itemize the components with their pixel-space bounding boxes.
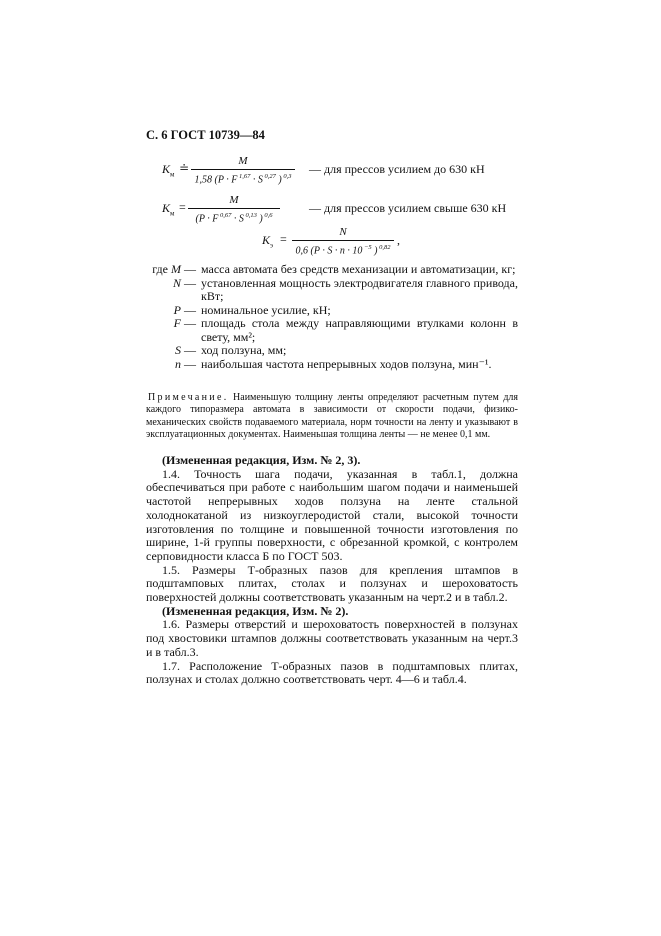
definition-symbol: F — (173, 316, 196, 330)
formula-fraction (188, 194, 280, 225)
definition-text: установленная мощность электродвигателя главного привода, кВт; (201, 275, 518, 303)
formula-lhs: $K_м$ (162, 162, 175, 179)
definition-row (146, 317, 518, 344)
revision-note: (Измененная редакция, Изм. № 2). (162, 603, 349, 618)
formula-numerator: M (229, 194, 239, 206)
formula-relation: = (179, 200, 186, 214)
definition-text: номинальное усилие, кН; (201, 302, 331, 317)
paragraph-1-4: 1.4. Точность шага подачи, указанная в табл.1, должна обеспечиваться при работе с наибольшим шагом подачи и наименьшей частотой непрерывных ходов ползуна на ленте стальной холоднокатаной из низкоуглеродистой стали, высокой точности изготовления по толщине и повышенной точности изготовления по ширине, 1-й группы поверхности, с обрезанной кромкой, с контролем серповидности класса Б по ГОСТ 503. (146, 466, 518, 563)
formula-relation: ≐ (179, 161, 190, 175)
definition-text: масса автомата без средств механизации и автоматизации, кг; (201, 262, 516, 276)
definition-symbol: P — (173, 302, 196, 317)
definition-text: ход ползуна, мм; (201, 343, 287, 357)
paragraph-1-6: 1.6. Размеры отверстий и шероховатость поверхностей в ползунах под хвостовики штампов должны соответствовать указанным на черт.3 и в табл.3. (146, 617, 518, 659)
formula-condition: — для прессов усилием свыше 630 кН (309, 201, 507, 215)
formula-trailing-comma: , (397, 233, 400, 247)
note-label: Примечание. (148, 392, 229, 403)
definition-symbol: где M — (152, 262, 196, 276)
formula-condition: — для прессов усилием до 630 кН (309, 162, 485, 176)
formula-numerator: M (238, 155, 248, 167)
body-text (146, 454, 518, 687)
definition-symbol: S — (175, 343, 196, 357)
definition-row (146, 263, 518, 277)
definition-symbol: n — (175, 356, 196, 371)
definition-text: площадь стола между направляющими втулками колонн в свету, мм²; (201, 316, 518, 344)
paragraph-1-7: 1.7. Расположение Т-образных пазов в подштамповых плитах, ползунах и столах должно соответствовать черт. 4—6 и табл.4. (146, 658, 518, 687)
note-text: Наименьшую толщину ленты определяют расчетным путем для каждого типоразмера автомата в зависимости от скорости подачи, физико-механических свойств подаваемого материала, норм точности на ленту и указывают в эксплуатационных документах. Наименьшая толщина ленты — не менее 0,1 мм. (146, 392, 519, 440)
variable-definitions (146, 263, 518, 371)
formula-lhs: $K_м$ (162, 201, 175, 218)
note-block (146, 392, 518, 441)
formula-relation: = (280, 232, 287, 246)
formula-numerator: N (339, 226, 347, 238)
revision-note: (Измененная редакция, Изм. № 2, 3). (162, 453, 361, 467)
page-header: С. 6 ГОСТ 10739—84 (146, 128, 265, 142)
formula-denominator: 1,58 (P · F $^{1,67}$ · S $^{0,27}$ ) $^{0,3}$ (194, 173, 292, 186)
definition-row (146, 344, 518, 358)
formula-denominator: 0,6 (P · S · n · 10 $^{-5}$ ) $^{0,82}$ (295, 244, 391, 257)
definition-symbol: N — (172, 275, 196, 290)
definition-row (146, 277, 518, 304)
definition-text: наибольшая частота непрерывных ходов ползуна, мин⁻¹. (201, 356, 492, 371)
definition-row (146, 304, 518, 318)
formula-lhs: $K_э$ (262, 233, 274, 250)
formula-fraction (292, 226, 394, 257)
formula-fraction (191, 155, 295, 186)
definition-row (146, 358, 518, 372)
formula-denominator: (P · F $^{0,67}$ · S $^{0,13}$ ) $^{0,6}$ (195, 212, 273, 225)
paragraph-1-5: 1.5. Размеры Т-образных пазов для крепления штампов в подштамповых плитах, столах и ползунах и шероховатость поверхностей должны соответствовать указанным на черт.2 и в табл.2. (146, 562, 518, 605)
